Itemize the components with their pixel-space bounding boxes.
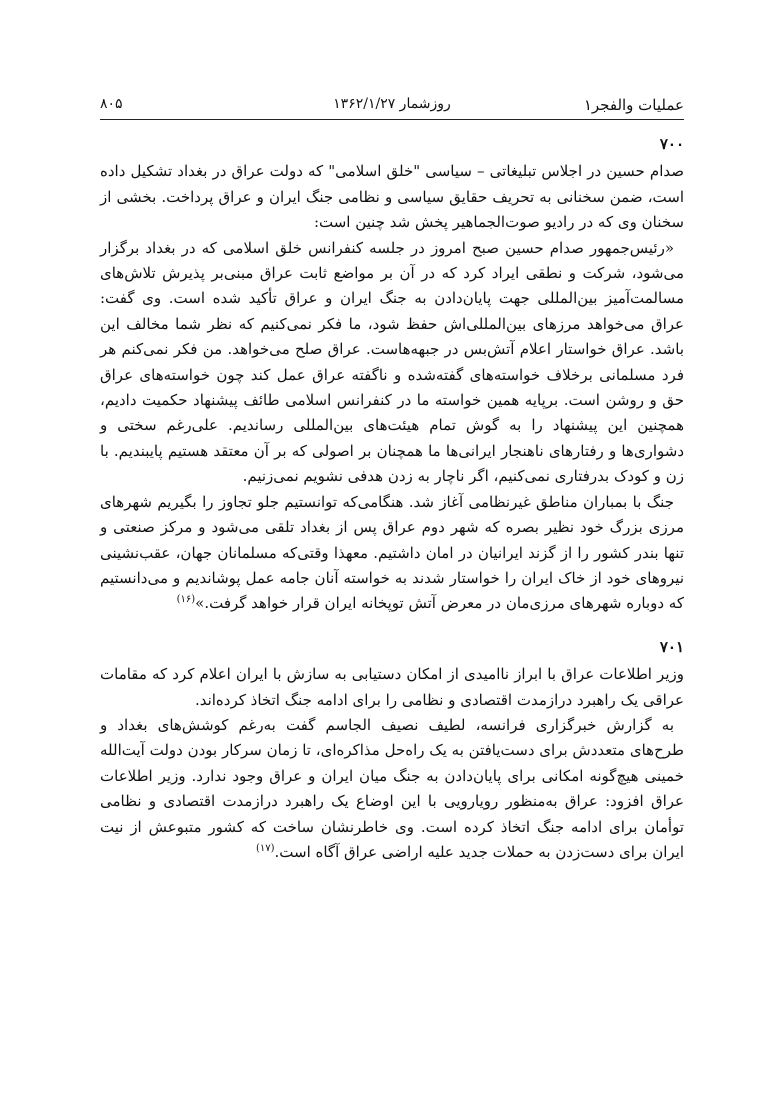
- paragraph-text: جنگ با بمباران مناطق غیرنظامی آغاز شد. هنگامی‌که توانستیم جلو تجاوز را بگیریم شهرهای مرزی بزرگ خود نظیر بصره که شهر دوم عراق پس از بغداد تلقی می‌شود و مرکز صنعتی و تنها بندر کشور را از گزند ایرانیان در امان داشتیم. معهذا وقتی‌که مسلمانان جهان، عقب‌نشینی نیروهای خود از خاک ایران را خواستار شدند به خواسته آنان جامه عمل پوشاندیم و می‌دانستیم که دوباره شهرهای مرزی‌مان در معرض آتش توپخانه ایران قرار خواهد گرفت.»: [100, 492, 684, 613]
- quote-paragraph: [100, 490, 684, 617]
- entry-paragraph: صدام حسین در اجلاس تبلیغاتی – سیاسی "خلق اسلامی" که دولت عراق در بغداد تشکیل داده است، ضمن سخنانی به تحریف حقایق سیاسی و نظامی جنگ ایران و عراق پرداخت. بخشی از سخنان وی که در رادیو صوت‌الجماهیر پخش شد چنین است:: [100, 162, 684, 232]
- paragraph-text: به گزارش خبرگزاری فرانسه، لطیف نصیف الجاسم گفت به‌رغم کوشش‌های بغداد و طرح‌های متعددش برای دست‌یافتن به یک راه‌حل مذاکره‌ای، تا زمان سرکار بودن دولت آیت‌الله خمینی هیچ‌گونه امکانی برای پایان‌دادن به جنگ میان ایران و عراق وجود ندارد. وزیر اطلاعات عراق افزود: عراق به‌منظور رویارویی با این اوضاع یک راهبرد درازمدت اقتصادی و نظامی توأمان برای ادامه جنگ اتخاذ کرده است. وی خاطرنشان ساخت که کشور متبوعش از نیت ایران برای دست‌زدن به حملات جدید علیه اراضی عراق آگاه است.: [100, 715, 684, 861]
- quote-paragraph: «رئیس‌جمهور صدام حسین صبح امروز در جلسه کنفرانس خلق اسلامی که در بغداد برگزار می‌شود، شرکت و نطقی ایراد کرد که در آن بر مواضع ثابت عراق مبنی‌بر پذیرش تلاش‌های مسالمت‌آمیز بین‌المللی جهت پایان‌دادن به جنگ ایران و عراق تأکید شده است. وی گفت: عراق می‌خواهد مرزهای بین‌المللی‌اش حفظ شود، ما فکر نمی‌کنیم که نظر شما مخالف این باشد. عراق خواستار اعلام آتش‌بس در جبهه‌هاست. عراق صلح می‌خواهد. من فکر نمی‌کنم هر فرد مسلمانی برخلاف خواسته‌های گفته‌شده و ناگفته عراق عمل کند چون خواسته‌های عراق حق و روشن است. برپایه همین خواسته ما در کنفرانس اسلامی طائف پیشنهاد حکمیت دادیم، همچنین این پیشنهاد را به گوش تمام هیئت‌های بین‌المللی رساندیم. علی‌رغم سختی و دشواری‌ها و رفتارهای ناهنجار ایرانی‌ها ما همچنان بر اصولی که بر آن معتقد هستیم پایبندیم. با زن و کودک بدرفتاری نمی‌کنیم، اگر ناچار به زدن هدفی نشویم نمی‌زنیم.: [100, 238, 684, 486]
- page-header: [100, 92, 684, 122]
- running-title: عملیات والفجر۱: [583, 96, 684, 114]
- header-rule: [100, 119, 684, 120]
- footnote-ref[interactable]: (۱۷): [255, 842, 275, 854]
- page-body: [100, 132, 684, 865]
- running-date: روزشمار ۱۳۶۲/۱/۲۷: [333, 96, 451, 112]
- entry-number: ۷۰۱: [659, 637, 684, 656]
- page-number: ۸۰۵: [100, 96, 123, 112]
- entry-paragraph: وزیر اطلاعات عراق با ابراز ناامیدی از امکان دستیابی به سازش با ایران اعلام کرد که مقامات عراقی یک راهبرد درازمدت اقتصادی و نظامی را برای ادامه جنگ اتخاذ کرده‌اند.: [100, 665, 684, 709]
- entry-number: ۷۰۰: [659, 135, 684, 153]
- entry-paragraph: [100, 713, 684, 865]
- footnote-ref[interactable]: (۱۶): [176, 594, 196, 606]
